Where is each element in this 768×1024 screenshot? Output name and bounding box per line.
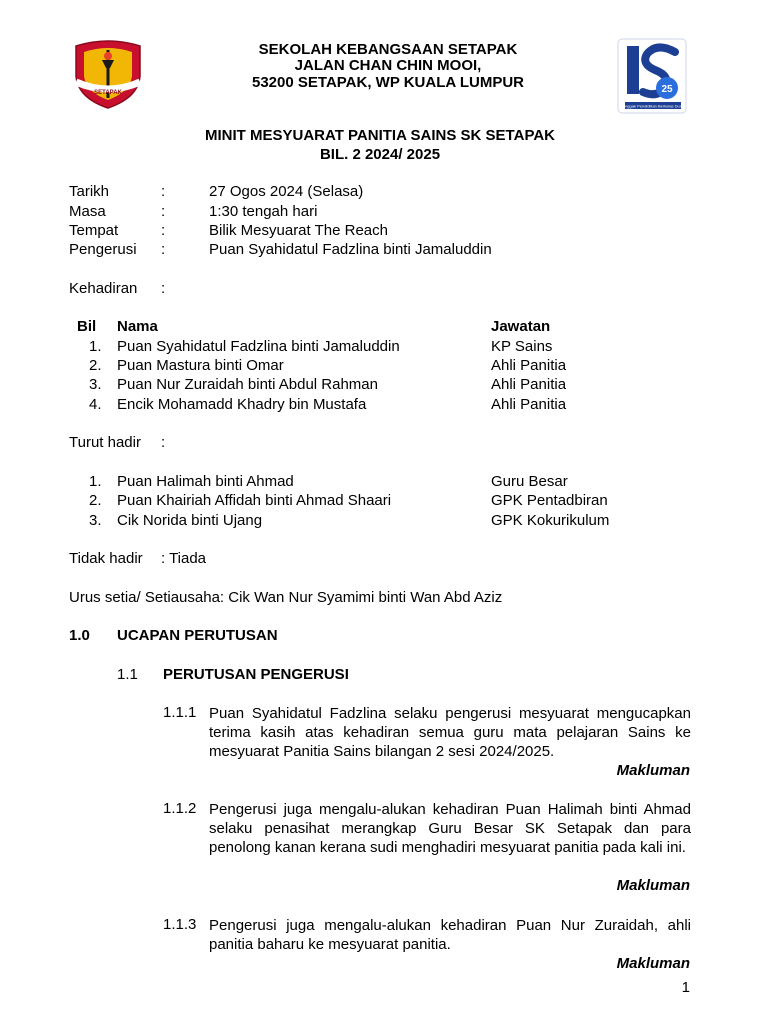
document-subtitle: BIL. 2 2024/ 2025 — [319, 146, 441, 163]
row-name: Puan Syahidatul Fadzlina binti Jamaluddin — [117, 338, 400, 355]
row-number: 2. — [89, 492, 102, 509]
detail-colon: : — [161, 241, 166, 258]
row-position: Ahli Panitia — [491, 357, 567, 374]
item-number: 1.1.3 — [163, 916, 197, 933]
svg-text:Tonggak Pendidikan Berkelas Du: Tonggak Pendidikan Berkelas Dunia — [620, 103, 686, 109]
detail-value: 1:30 tengah hari — [209, 203, 318, 220]
row-name: Puan Halimah binti Ahmad — [117, 473, 294, 490]
also-present-label: Turut hadir — [69, 434, 141, 451]
item-text: Pengerusi juga mengalu-alukan kehadiran Puan Nur Zuraidah, ahli panitia baharu ke mesyuarat panitia. — [209, 917, 691, 954]
detail-value: Puan Syahidatul Fadzlina binti Jamaluddin — [209, 241, 492, 258]
subsection-title: PERUTUSAN PENGERUSI — [163, 666, 349, 683]
row-position: GPK Kokurikulum — [491, 512, 610, 529]
column-header-jawatan: Jawatan — [491, 318, 551, 335]
secretary-line: Urus setia/ Setiausaha: Cik Wan Nur Syamimi binti Wan Abd Aziz — [69, 589, 503, 606]
row-position: Guru Besar — [491, 473, 568, 490]
detail-colon: : — [161, 183, 166, 200]
subsection-number: 1.1 — [117, 666, 138, 683]
item-action: Makluman — [616, 877, 690, 894]
item-action: Makluman — [616, 762, 690, 779]
row-name: Puan Khairiah Affidah binti Ahmad Shaari — [117, 492, 392, 509]
item-number: 1.1.1 — [163, 704, 197, 721]
detail-label: Masa — [69, 203, 106, 220]
row-position: Ahli Panitia — [491, 376, 567, 393]
item-number: 1.1.2 — [163, 800, 197, 817]
section-number: 1.0 — [69, 627, 90, 644]
row-number: 1. — [89, 473, 102, 490]
row-number: 3. — [89, 512, 102, 529]
absent-label: Tidak hadir — [69, 550, 143, 567]
page-number: 1 — [681, 979, 690, 996]
detail-value: 27 Ogos 2024 (Selasa) — [209, 183, 364, 200]
row-number: 4. — [89, 396, 102, 413]
row-position: KP Sains — [491, 338, 553, 355]
detail-label: Tarikh — [69, 183, 110, 200]
row-number: 3. — [89, 376, 102, 393]
school-address-line2: 53200 SETAPAK, WP KUALA LUMPUR — [252, 74, 524, 91]
row-name: Encik Mohamadd Khadry bin Mustafa — [117, 396, 367, 413]
anniversary-logo — [617, 38, 687, 114]
detail-label: Pengerusi — [69, 241, 137, 258]
detail-label: Tempat — [69, 222, 119, 239]
item-text: Pengerusi juga mengalu-alukan kehadiran Puan Halimah binti Ahmad selaku penasihat merangkap Guru Besar SK Setapak dan para penolong kanan kerana sudi menghadiri mesyuarat panitia pada kali ini. — [209, 801, 691, 857]
row-name: Puan Mastura binti Omar — [117, 357, 284, 374]
school-name: SEKOLAH KEBANGSAAN SETAPAK — [258, 41, 518, 58]
svg-text:SETAPAK: SETAPAK — [94, 90, 122, 96]
document-title: MINIT MESYUARAT PANITIA SAINS SK SETAPAK — [204, 127, 555, 144]
row-number: 2. — [89, 357, 102, 374]
detail-value: Bilik Mesyuarat The Reach — [209, 222, 388, 239]
row-number: 1. — [89, 338, 102, 355]
item-text: Puan Syahidatul Fadzlina selaku pengerusi mesyuarat mengucapkan terima kasih atas kehadiran semua guru mata pelajaran Sains ke mesyuarat Panitia Sains bilangan 2 sesi 2024/2025. — [209, 705, 691, 761]
absent-value: : Tiada — [161, 550, 207, 567]
column-header-bil: Bil — [77, 318, 97, 335]
row-name: Cik Norida binti Ujang — [117, 512, 263, 529]
attendance-label: Kehadiran — [69, 280, 138, 297]
detail-colon: : — [161, 203, 166, 220]
attendance-colon: : — [161, 280, 166, 297]
row-name: Puan Nur Zuraidah binti Abdul Rahman — [117, 376, 378, 393]
item-action: Makluman — [616, 955, 690, 972]
svg-text:25: 25 — [661, 84, 673, 95]
school-crest-logo — [72, 38, 144, 110]
row-position: GPK Pentadbiran — [491, 492, 608, 509]
section-title: UCAPAN PERUTUSAN — [117, 627, 278, 644]
row-position: Ahli Panitia — [491, 396, 567, 413]
school-address-line1: JALAN CHAN CHIN MOOI, — [294, 57, 482, 74]
also-present-colon: : — [161, 434, 166, 451]
detail-colon: : — [161, 222, 166, 239]
column-header-nama: Nama — [117, 318, 158, 335]
